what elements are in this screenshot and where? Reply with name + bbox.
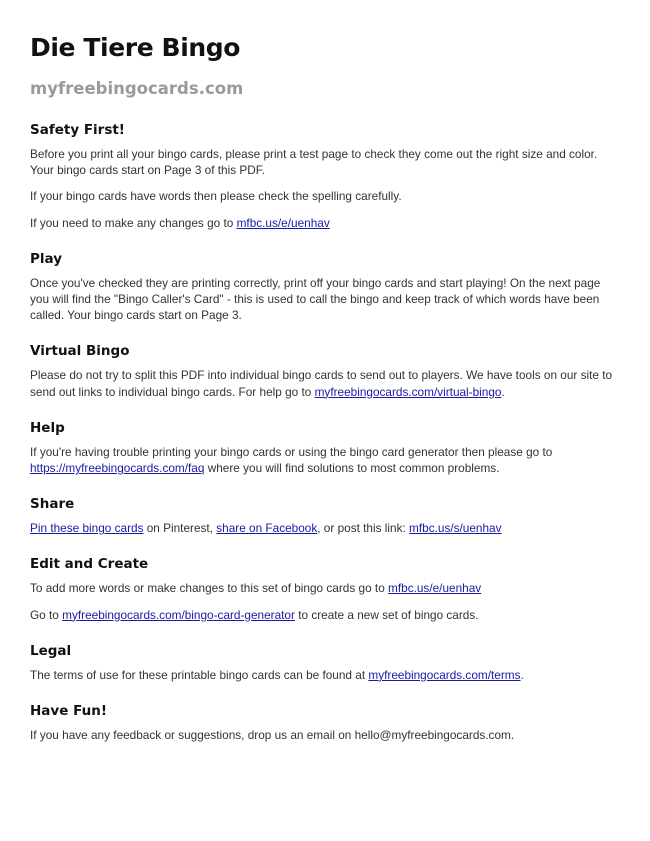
generator-link[interactable]: myfreebingocards.com/bingo-card-generator — [62, 607, 295, 622]
section-safety — [30, 121, 622, 231]
terms-link[interactable]: myfreebingocards.com/terms — [368, 667, 521, 682]
section-heading-have-fun: Have Fun! — [30, 703, 107, 720]
facebook-link[interactable]: share on Facebook — [216, 521, 318, 536]
edit-paragraph-2 — [30, 607, 622, 623]
section-heading-legal: Legal — [30, 642, 72, 659]
section-help — [30, 419, 622, 476]
edit-paragraph-1 — [30, 580, 622, 596]
faq-link[interactable]: https://myfreebingocards.com/faq — [30, 461, 205, 476]
virtual-paragraph-text: Please do not try to split this PDF into individual bingo cards to send out to players. We have tools on our site to send out links to individual bingo cards. For help go to — [30, 368, 613, 399]
section-heading-safety: Safety First! — [30, 122, 125, 138]
safety-paragraph-1: Before you print all your bingo cards, please print a test page to check they come out the right size and color. Your bingo cards start on Page 3 of this PDF. — [30, 147, 598, 178]
legal-paragraph — [30, 667, 622, 683]
edit-paragraph-2-text: Go to — [30, 607, 63, 622]
share-paragraph — [30, 520, 622, 536]
legal-paragraph-end: . — [520, 667, 524, 682]
virtual-bingo-link[interactable]: myfreebingocards.com/virtual-bingo — [314, 384, 502, 399]
section-legal — [30, 642, 622, 683]
section-have-fun — [30, 702, 622, 743]
legal-paragraph-text: The terms of use for these printable bingo cards can be found at — [30, 667, 369, 682]
section-play — [30, 250, 622, 324]
section-edit-create — [30, 555, 622, 622]
section-virtual-bingo — [30, 342, 622, 399]
share-text-1: on Pinterest, — [143, 521, 217, 536]
safety-paragraph-3 — [30, 215, 622, 231]
section-heading-share: Share — [30, 496, 75, 513]
section-share — [30, 495, 622, 536]
share-short-link[interactable]: mfbc.us/s/uenhav — [409, 521, 502, 536]
edit-link-safety[interactable]: mfbc.us/e/uenhav — [236, 215, 330, 230]
fun-paragraph: If you have any feedback or suggestions, drop us an email on hello@myfreebingocards.com. — [30, 728, 515, 743]
section-heading-edit-create: Edit and Create — [30, 556, 149, 573]
help-paragraph — [30, 444, 622, 476]
edit-paragraph-2-end: to create a new set of bingo cards. — [294, 607, 479, 622]
site-name: myfreebingocards.com — [30, 79, 244, 98]
help-paragraph-end: where you will find solutions to most common problems. — [204, 461, 500, 476]
section-heading-virtual-bingo: Virtual Bingo — [30, 343, 130, 360]
safety-paragraph-3-text: If you need to make any changes go to — [30, 215, 237, 230]
section-heading-play: Play — [30, 250, 63, 267]
virtual-paragraph-end: . — [501, 384, 505, 399]
share-text-2: , or post this link: — [317, 521, 410, 536]
pinterest-link[interactable]: Pin these bingo cards — [30, 521, 144, 536]
play-paragraph: Once you've checked they are printing correctly, print off your bingo cards and start playing! On the next page you will find the "Bingo Caller's Card" - this is used to call the bingo and keep track of which words have been called. Your bingo cards start on Page 3. — [30, 275, 601, 323]
section-heading-help: Help — [30, 419, 65, 436]
virtual-paragraph — [30, 367, 622, 399]
edit-paragraph-1-text: To add more words or make changes to this set of bingo cards go to — [30, 581, 389, 596]
page-title: Die Tiere Bingo — [30, 33, 241, 62]
help-paragraph-text: If you're having trouble printing your bingo cards or using the bingo card generator then please go to — [30, 444, 553, 459]
safety-paragraph-2: If your bingo cards have words then please check the spelling carefully. — [30, 189, 402, 204]
document-page — [30, 30, 622, 743]
edit-link[interactable]: mfbc.us/e/uenhav — [388, 581, 482, 596]
